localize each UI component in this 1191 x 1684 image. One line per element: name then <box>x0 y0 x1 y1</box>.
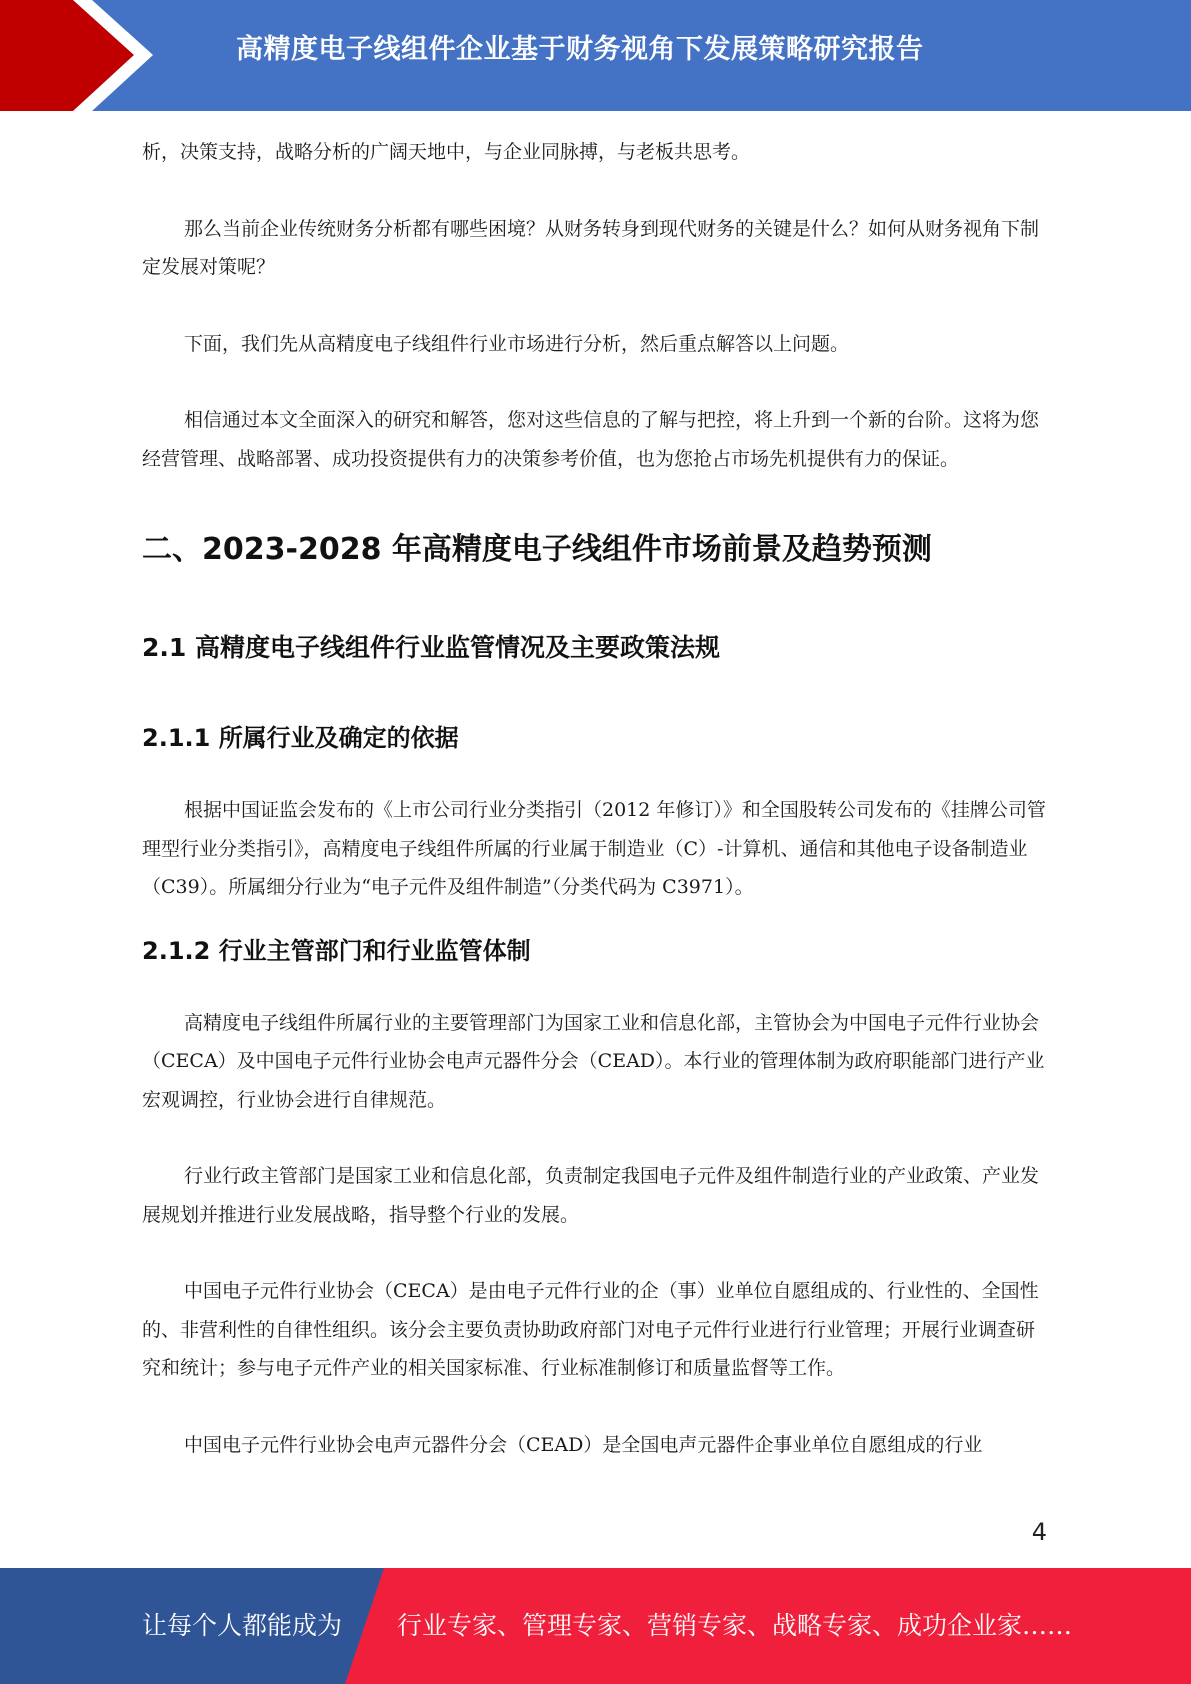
paragraph: 根据中国证监会发布的《上市公司行业分类指引（2012 年修订）》和全国股转公司发布的《挂牌公司管理型行业分类指引》，高精度电子线组件所属的行业属于制造业（C）-计算机、通信和其他电子设备制造业（C39）。所属细分行业为“电子元件及组件制造”（分类代码为 C3971）。 <box>142 799 1046 898</box>
footer-slogan-right: 行业专家、管理专家、营销专家、战略专家、成功企业家…… <box>397 1611 1073 1640</box>
header-red-wedge <box>0 0 134 111</box>
paragraph: 中国电子元件行业协会电声元器件分会（CEAD）是全国电声元器件企事业单位自愿组成的行业 <box>184 1433 983 1456</box>
section-heading: 二、2023-2028 年高精度电子线组件市场前景及趋势预测 <box>142 532 932 567</box>
document-body <box>142 133 1047 1464</box>
subsubsection-heading: 2.1.1 所属行业及确定的依据 <box>142 724 459 752</box>
page-footer <box>0 1568 1191 1684</box>
paragraph: 行业行政主管部门是国家工业和信息化部，负责制定我国电子元件及组件制造行业的产业政策、产业发展规划并推进行业发展战略，指导整个行业的发展。 <box>142 1165 1040 1226</box>
page-number: 4 <box>1031 1518 1047 1546</box>
page-header <box>0 0 1191 111</box>
header-title: 高精度电子线组件企业基于财务视角下发展策略研究报告 <box>236 34 924 65</box>
paragraph: 高精度电子线组件所属行业的主要管理部门为国家工业和信息化部，主管协会为中国电子元件行业协会（CECA）及中国电子元件行业协会电声元器件分会（CEAD）。本行业的管理体制为政府职能部门进行产业宏观调控，行业协会进行自律规范。 <box>142 1011 1045 1111</box>
paragraph: 那么当前企业传统财务分析都有哪些困境？从财务转身到现代财务的关键是什么？如何从财务视角下制定发展对策呢？ <box>142 217 1040 278</box>
paragraph: 相信通过本文全面深入的研究和解答，您对这些信息的了解与把控，将上升到一个新的台阶。这将为您经营管理、战略部署、成功投资提供有力的决策参考价值，也为您抢占市场先机提供有力的保证。 <box>142 409 1040 470</box>
paragraph: 中国电子元件行业协会（CECA）是由电子元件行业的企（事）业单位自愿组成的、行业性的、全国性的、非营利性的自律性组织。该分会主要负责协助政府部门对电子元件行业进行行业管理；开展行业调查研究和统计；参与电子元件产业的相关国家标准、行业标准制修订和质量监督等工作。 <box>142 1280 1039 1379</box>
subsection-heading: 2.1 高精度电子线组件行业监管情况及主要政策法规 <box>142 633 720 662</box>
subsubsection-heading: 2.1.2 行业主管部门和行业监管体制 <box>142 936 531 965</box>
paragraph: 下面，我们先从高精度电子线组件行业市场进行分析，然后重点解答以上问题。 <box>184 332 850 355</box>
paragraph: 析，决策支持，战略分析的广阔天地中，与企业同脉搏，与老板共思考。 <box>142 141 751 163</box>
footer-slogan-left: 让每个人都能成为 <box>142 1611 343 1640</box>
